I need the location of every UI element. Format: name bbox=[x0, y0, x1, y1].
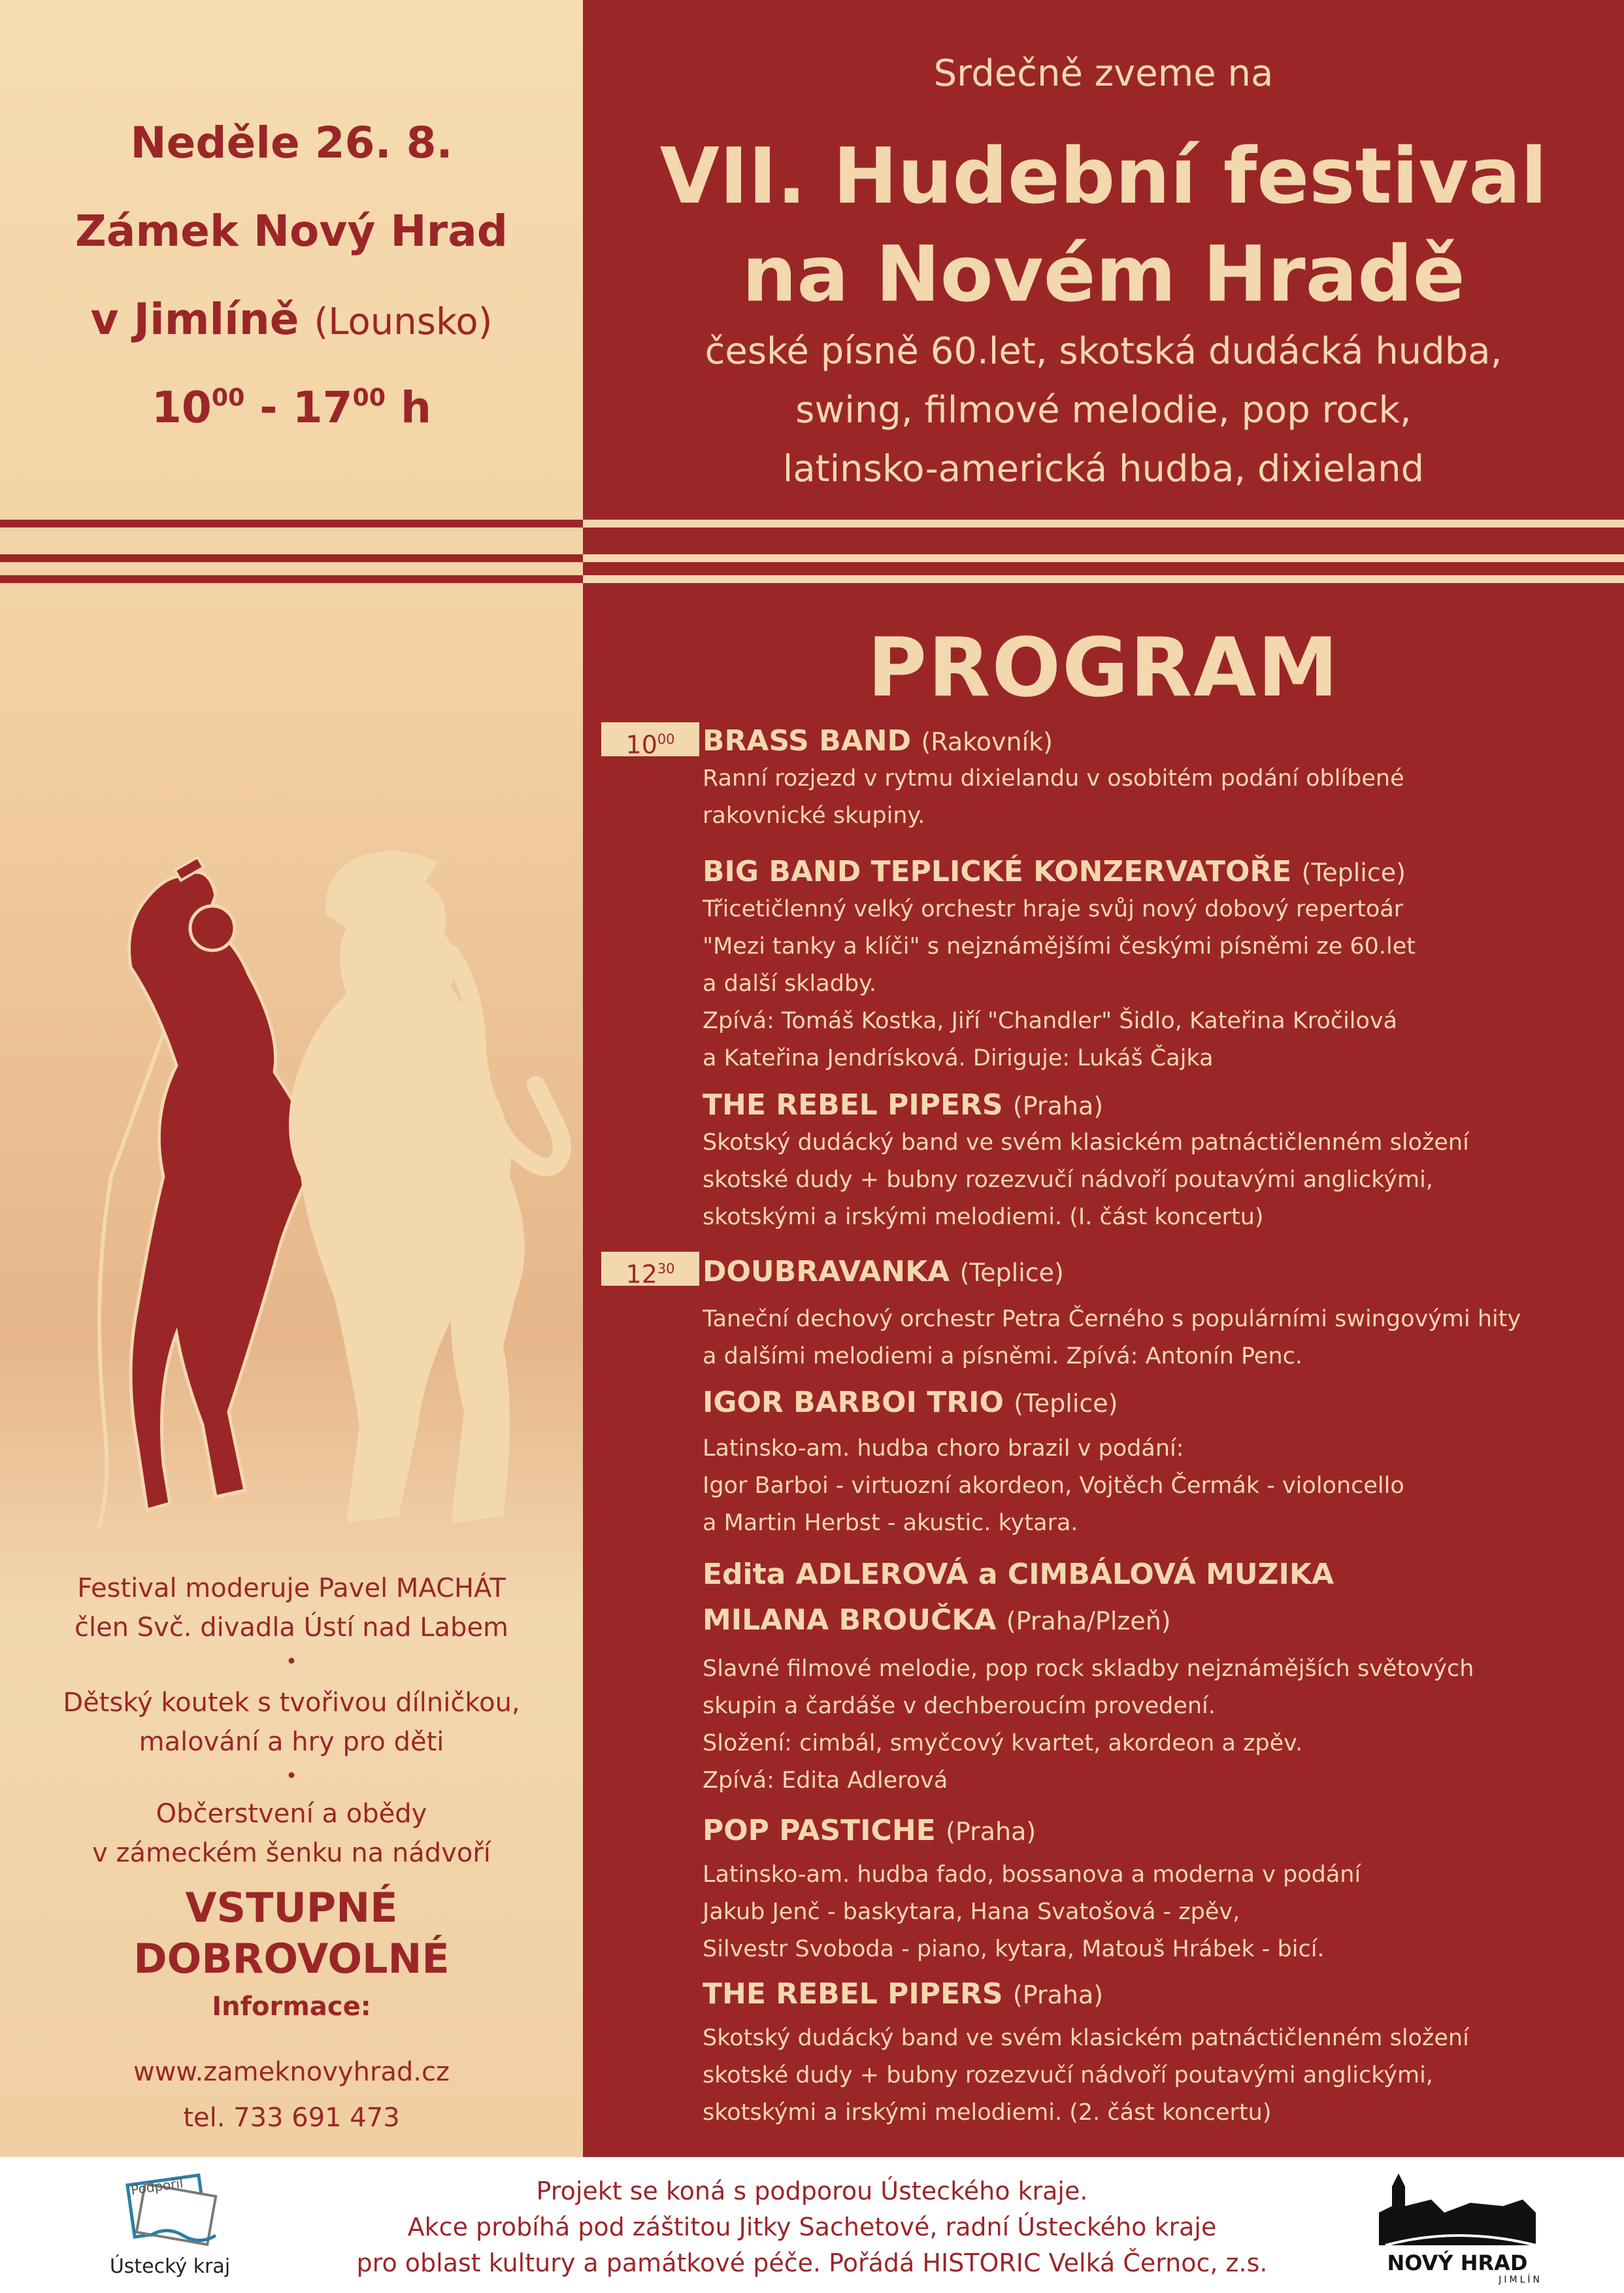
food-info bbox=[0, 1794, 583, 1873]
act-title bbox=[703, 1255, 1617, 1288]
program-title: PROGRAM bbox=[867, 621, 1340, 715]
desc-line: skotské dudy + bubny rozezvučí nádvoří poutavými anglickými, bbox=[703, 1167, 1433, 1193]
time-tag-1000 bbox=[601, 722, 699, 760]
desc-line: Slavné filmové melodie, pop rock skladby nejznámějších světových bbox=[703, 1656, 1474, 1682]
singer-silhouette-icon bbox=[129, 857, 321, 1510]
info-line: Festival moderuje Pavel MACHÁT bbox=[77, 1573, 506, 1603]
act-description bbox=[703, 2020, 1617, 2132]
event-venue: Zámek Nový Hrad bbox=[75, 206, 508, 256]
bullet-separator: • bbox=[286, 1765, 297, 1788]
entry-line: DOBROVOLNÉ bbox=[133, 1935, 450, 1983]
act-title bbox=[703, 1977, 1617, 2011]
info-line: Dětský koutek s tvořivou dílničkou, bbox=[63, 1688, 520, 1718]
act-name: THE REBEL PIPERS bbox=[703, 1088, 1003, 1122]
divider-stripe bbox=[0, 520, 583, 527]
act-name: POP PASTICHE bbox=[703, 1814, 936, 1847]
act-name: THE REBEL PIPERS bbox=[703, 1977, 1003, 2011]
desc-line: Igor Barboi - virtuozní akordeon, Vojtěch Čermák - violoncello bbox=[703, 1473, 1404, 1499]
entry-line: VSTUPNÉ bbox=[185, 1884, 398, 1932]
act-description bbox=[703, 1430, 1617, 1542]
act-name: BRASS BAND bbox=[703, 724, 912, 758]
act-description bbox=[703, 1124, 1617, 1236]
desc-line: a další skladby. bbox=[703, 971, 877, 997]
desc-line: Ranní rozjezd v rytmu dixielandu v osobitém podání oblíbené bbox=[703, 765, 1404, 792]
act-title bbox=[703, 1558, 1617, 1591]
kids-info bbox=[0, 1683, 583, 1762]
desc-line: Latinsko-am. hudba fado, bossanova a moderna v podání bbox=[703, 1862, 1361, 1888]
ustecky-kraj-logo bbox=[105, 2173, 235, 2285]
logo-badge-text: Podpořil bbox=[129, 2175, 184, 2198]
desc-line: rakovnické skupiny. bbox=[703, 803, 925, 829]
desc-line: Skotský dudácký band ve svém klasickém patnáctičlenném složení bbox=[703, 1130, 1469, 1156]
act-city: (Praha) bbox=[1012, 1981, 1104, 2009]
logo-right-sub: JIMLÍN bbox=[1499, 2275, 1542, 2285]
time-tag-hour: 10 bbox=[625, 730, 657, 760]
website-link[interactable]: www.zameknovyhrad.cz bbox=[133, 2057, 450, 2087]
time-end: 17 bbox=[292, 382, 353, 433]
divider-stripe bbox=[583, 520, 1624, 527]
genre-line: swing, filmové melodie, pop rock, bbox=[795, 389, 1412, 431]
act-title bbox=[703, 1088, 1617, 1122]
act-title bbox=[703, 1814, 1617, 1847]
act-description bbox=[703, 1650, 1617, 1799]
act-name: DOUBRAVANKA bbox=[703, 1255, 950, 1288]
desc-line: Taneční dechový orchestr Petra Černého s populárními swingovými hity bbox=[703, 1306, 1521, 1332]
festival-title-line2: na Novém Hradě bbox=[742, 229, 1465, 319]
contact-label: Informace: bbox=[212, 1992, 371, 2022]
event-location bbox=[0, 294, 583, 344]
castle-icon bbox=[1372, 2167, 1542, 2252]
time-tag-minutes: 30 bbox=[657, 1261, 675, 1277]
desc-line: a Kateřina Jendrísková. Diriguje: Lukáš Čajka bbox=[703, 1045, 1214, 1071]
time-end-minutes: 00 bbox=[352, 383, 386, 412]
time-start-minutes: 00 bbox=[211, 383, 245, 412]
desc-line: Jakub Jenč - baskytara, Hana Svatošová - zpěv, bbox=[703, 1899, 1240, 1925]
act-description bbox=[703, 1301, 1617, 1375]
footer-line: Projekt se koná s podporou Ústeckého kraje. bbox=[536, 2177, 1088, 2205]
invite-text: Srdečně zveme na bbox=[933, 52, 1274, 95]
festival-title-line1: VII. Hudební festival bbox=[659, 131, 1548, 221]
act-description bbox=[703, 891, 1617, 1077]
act-city: (Praha) bbox=[946, 1817, 1036, 1846]
info-line: malování a hry pro děti bbox=[139, 1727, 444, 1757]
desc-line: skotské dudy + bubny rozezvučí nádvoří poutavými anglickými, bbox=[703, 2062, 1433, 2088]
desc-line: skotskými a irskými melodiemi. (2. část koncertu) bbox=[703, 2100, 1272, 2126]
act-title bbox=[703, 724, 1617, 758]
desc-line: skotskými a irskými melodiemi. (I. část koncertu) bbox=[703, 1204, 1264, 1230]
act-title bbox=[703, 1386, 1617, 1419]
location-region: (Lounsko) bbox=[314, 301, 493, 343]
info-line: člen Svč. divadla Ústí nad Labem bbox=[74, 1613, 509, 1643]
divider-stripe bbox=[0, 554, 583, 562]
musicians-silhouette bbox=[85, 837, 608, 1543]
act-title bbox=[703, 855, 1617, 888]
act-title bbox=[703, 1603, 1617, 1637]
desc-line: a Martin Herbst - akustic. kytara. bbox=[703, 1510, 1078, 1536]
desc-line: skupin a čardáše v dechberoucím provedení. bbox=[703, 1693, 1216, 1719]
divider-stripe bbox=[0, 575, 583, 583]
desc-line: a dalšími melodiemi a písněmi. Zpívá: Antonín Penc. bbox=[703, 1343, 1302, 1369]
act-city: (Praha/Plzeň) bbox=[1006, 1607, 1171, 1635]
time-tag-minutes: 00 bbox=[657, 731, 675, 747]
act-name: IGOR BARBOI TRIO bbox=[703, 1386, 1004, 1419]
desc-line: Skotský dudácký band ve svém klasickém patnáctičlenném složení bbox=[703, 2025, 1469, 2051]
info-line: v zámeckém šenku na nádvoří bbox=[92, 1838, 491, 1868]
desc-line: "Mezi tanky a klíči" s nejznámějšími českými písněmi ze 60.let bbox=[703, 933, 1416, 960]
time-start: 10 bbox=[151, 382, 212, 433]
desc-line: Zpívá: Tomáš Kostka, Jiří "Chandler" Šidlo, Kateřina Kročilová bbox=[703, 1008, 1398, 1034]
act-city: (Praha) bbox=[1012, 1092, 1104, 1120]
entry-fee bbox=[0, 1883, 583, 1984]
location-town: v Jimlíně bbox=[90, 294, 299, 344]
divider-stripe bbox=[583, 554, 1624, 562]
footer-line: Akce probíhá pod záštitou Jitky Sachetové, radní Ústeckého kraje bbox=[407, 2213, 1217, 2241]
time-unit: h bbox=[386, 382, 432, 433]
time-tag-hour: 12 bbox=[625, 1260, 657, 1289]
desc-line: Zpívá: Edita Adlerová bbox=[703, 1767, 948, 1794]
act-name: Edita ADLEROVÁ a CIMBÁLOVÁ MUZIKA bbox=[703, 1558, 1334, 1591]
footer-line: pro oblast kultury a památkové péče. Pořádá HISTORIC Velká Černoc, z.s. bbox=[356, 2249, 1268, 2277]
genre-line: české písně 60.let, skotská dudácká hudba, bbox=[704, 330, 1502, 373]
logo-left-caption: Ústecký kraj bbox=[109, 2255, 231, 2278]
divider-stripe bbox=[583, 575, 1624, 583]
event-date: Neděle 26. 8. bbox=[130, 118, 453, 168]
phone-number: tel. 733 691 473 bbox=[183, 2103, 400, 2133]
desc-line: Třicetičlenný velký orchestr hraje svůj nový dobový repertoár bbox=[703, 896, 1404, 922]
time-separator: - bbox=[244, 382, 293, 433]
act-name: BIG BAND TEPLICKÉ KONZERVATOŘE bbox=[703, 855, 1292, 888]
novy-hrad-logo bbox=[1372, 2167, 1542, 2285]
info-line: Občerstvení a obědy bbox=[156, 1799, 427, 1829]
desc-line: Latinsko-am. hudba choro brazil v podání: bbox=[703, 1435, 1184, 1462]
logo-right-title: NOVÝ HRAD bbox=[1387, 2251, 1528, 2275]
desc-line: Složení: cimbál, smyčcový kvartet, akordeon a zpěv. bbox=[703, 1730, 1303, 1756]
act-city: (Rakovník) bbox=[921, 728, 1053, 756]
act-city: (Teplice) bbox=[959, 1258, 1064, 1287]
act-description bbox=[703, 760, 1617, 835]
act-city: (Teplice) bbox=[1301, 858, 1406, 887]
saxophonist-silhouette-icon bbox=[289, 851, 562, 1523]
desc-line: Silvestr Svoboda - piano, kytara, Matouš Hrábek - bicí. bbox=[703, 1936, 1325, 1962]
genre-line: latinsko-americká hudba, dixieland bbox=[782, 448, 1425, 490]
time-tag-1230 bbox=[601, 1252, 699, 1289]
moderator-info bbox=[0, 1569, 583, 1647]
act-name: MILANA BROUČKA bbox=[703, 1603, 997, 1637]
bullet-separator: • bbox=[286, 1650, 297, 1673]
act-description bbox=[703, 1856, 1617, 1968]
act-city: (Teplice) bbox=[1014, 1389, 1118, 1418]
event-time bbox=[0, 382, 583, 433]
